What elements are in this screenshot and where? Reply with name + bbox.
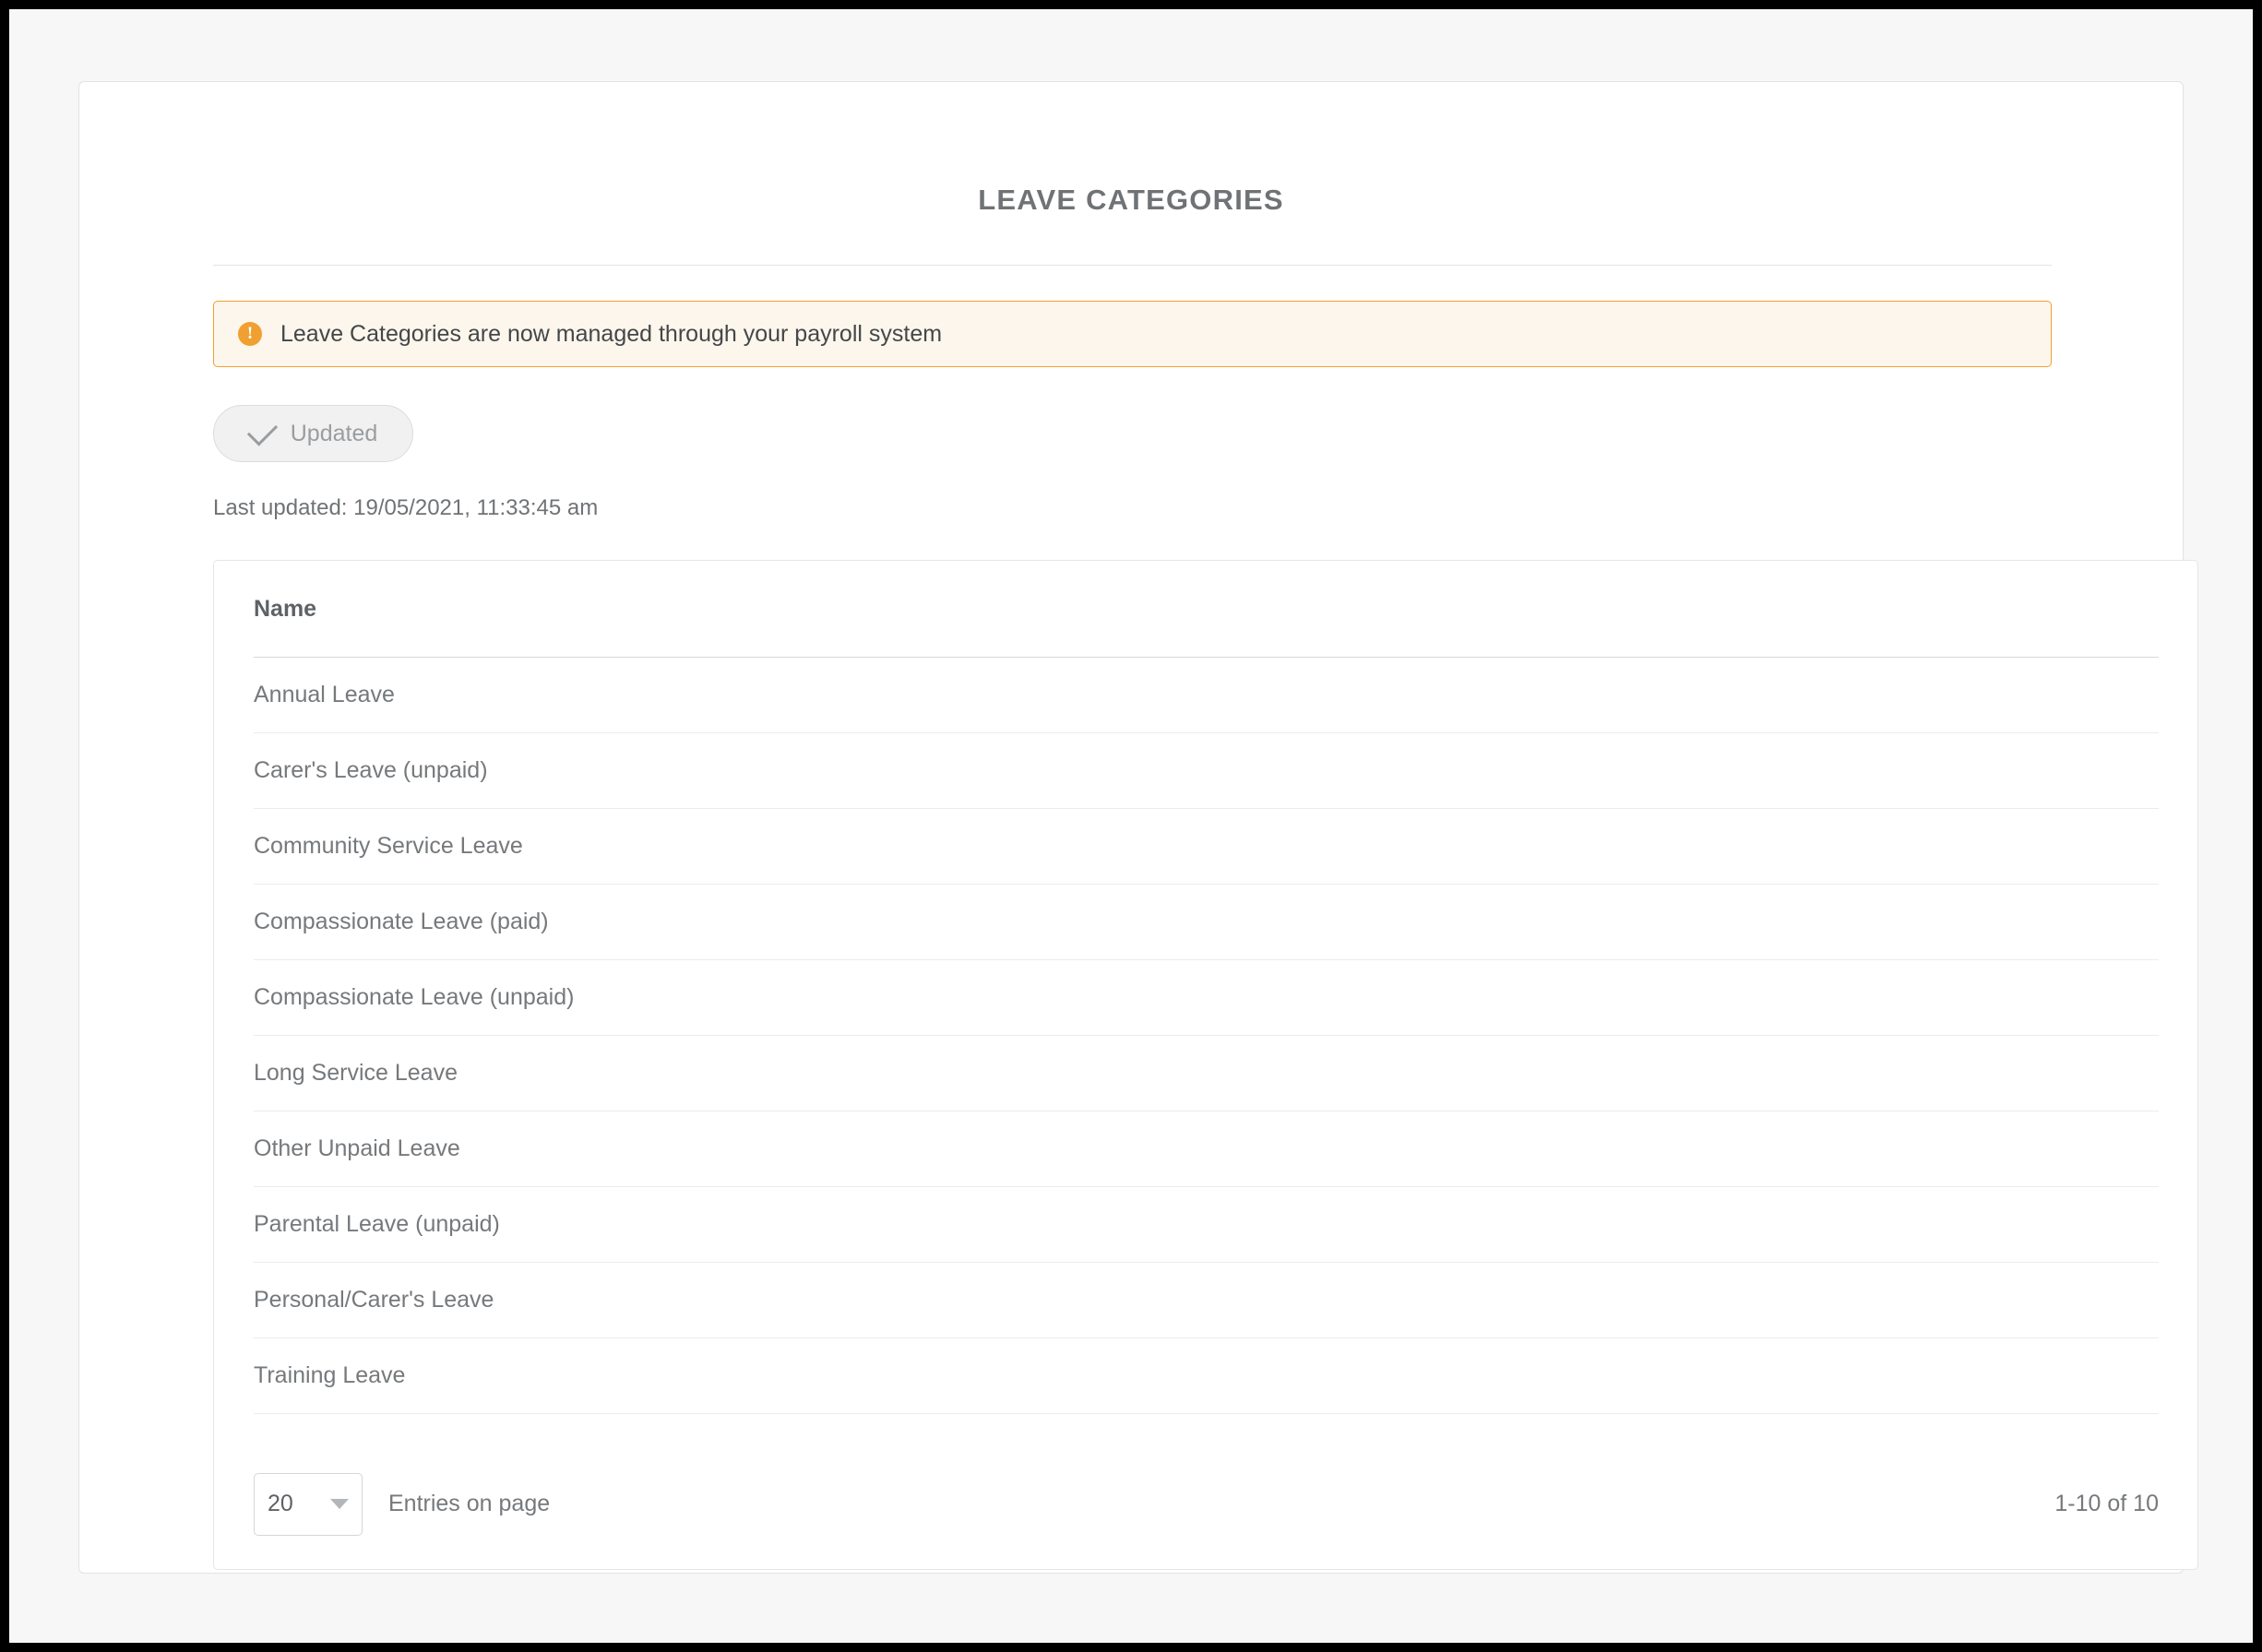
- page-title: LEAVE CATEGORIES: [978, 184, 1284, 216]
- table-row[interactable]: Annual Leave: [254, 658, 2159, 733]
- table-row[interactable]: Carer's Leave (unpaid): [254, 733, 2159, 809]
- last-updated-text: Last updated: 19/05/2021, 11:33:45 am: [213, 495, 599, 520]
- app-screen: [9, 9, 2253, 1643]
- entries-on-page-label: Entries on page: [388, 1491, 551, 1516]
- table-row[interactable]: Long Service Leave: [254, 1036, 2159, 1111]
- leave-categories-card: [78, 81, 2184, 1574]
- payroll-alert-banner: [213, 301, 2052, 367]
- table-row[interactable]: Training Leave: [254, 1338, 2159, 1414]
- table-body: [254, 561, 2159, 1414]
- table-row[interactable]: Personal/Carer's Leave: [254, 1263, 2159, 1338]
- pagination-range: 1-10 of 10: [2054, 1491, 2159, 1516]
- table-row[interactable]: Compassionate Leave (unpaid): [254, 960, 2159, 1036]
- table-row[interactable]: Other Unpaid Leave: [254, 1111, 2159, 1187]
- status-badge-label: Updated: [290, 420, 378, 446]
- table-row[interactable]: Compassionate Leave (paid): [254, 885, 2159, 960]
- page-size-select[interactable]: [254, 1473, 363, 1536]
- chevron-down-icon: [330, 1499, 349, 1509]
- title-divider: [213, 265, 2052, 266]
- leave-categories-table: [213, 560, 2198, 1570]
- alert-message: Leave Categories are now managed through your payroll system: [280, 320, 943, 347]
- table-row[interactable]: Community Service Leave: [254, 809, 2159, 885]
- table-header-name: Name: [254, 561, 2159, 658]
- warning-icon: !: [238, 322, 262, 346]
- table-row[interactable]: Parental Leave (unpaid): [254, 1187, 2159, 1263]
- table-footer: [254, 1460, 2159, 1548]
- page-size-value: 20: [268, 1491, 293, 1516]
- check-icon: [247, 415, 278, 446]
- status-badge-updated: [213, 405, 413, 462]
